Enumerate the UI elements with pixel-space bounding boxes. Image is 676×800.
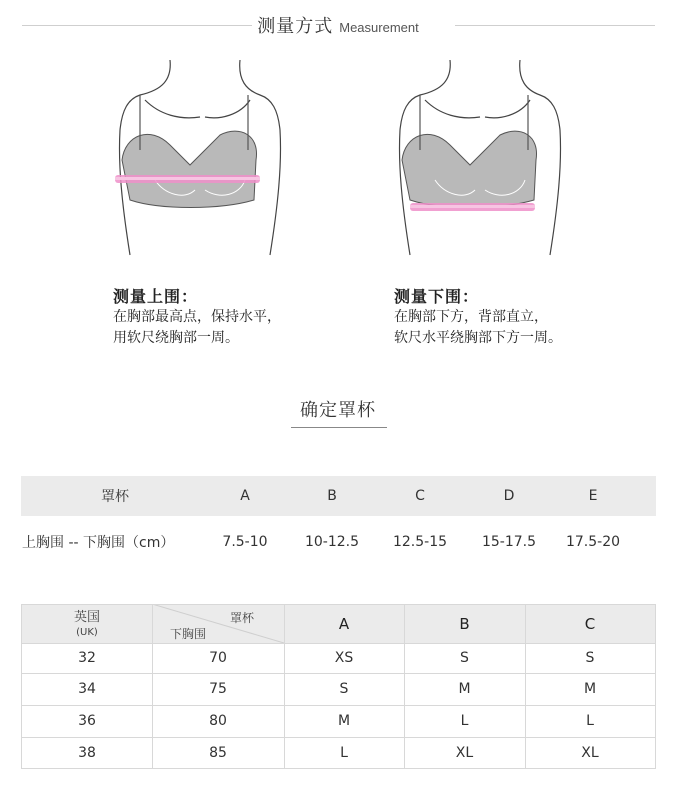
- title-cn: 测量方式: [257, 16, 334, 37]
- title-en: Measurement: [339, 20, 419, 35]
- cup-header-d: D: [503, 488, 515, 504]
- size-header-diag-bottom: 下胸围: [170, 627, 207, 641]
- size-cell-under: 80: [209, 713, 227, 729]
- cup-header-label: 罩杯: [101, 489, 129, 505]
- size-cell-a: XS: [334, 650, 354, 666]
- size-header-uk-en: (UK): [76, 627, 98, 638]
- size-vline-5: [655, 604, 656, 768]
- upper-bust-line1: 在胸部最高点，保持水平，: [113, 309, 281, 325]
- upper-bust-line2: 用软尺绕胸部一周。: [113, 330, 239, 346]
- size-cell-uk: 36: [78, 713, 96, 729]
- upper-bust-caption: [113, 286, 281, 349]
- size-cell-c: S: [585, 650, 595, 666]
- size-row-line-5: [21, 768, 656, 769]
- size-cell-a: M: [337, 713, 351, 729]
- size-header-a: A: [338, 614, 350, 633]
- cup-section-underline: [291, 427, 387, 428]
- size-cell-uk: 38: [78, 744, 96, 761]
- size-cell-c: M: [583, 681, 597, 697]
- upper-bust-title: 测量上围：: [113, 287, 199, 306]
- cup-value-a: 7.5-10: [222, 534, 268, 550]
- size-cell-a: S: [339, 681, 349, 697]
- size-cell-b: L: [460, 713, 469, 729]
- cup-row-label: 上胸围 -- 下胸围（cm）: [22, 535, 175, 551]
- cup-header-e: E: [588, 488, 598, 504]
- cup-section-title: 确定罩杯: [300, 400, 376, 421]
- under-bust-caption: [394, 286, 562, 349]
- under-bust-line2: 软尺水平绕胸部下方一周。: [394, 330, 562, 346]
- size-header-uk-cn: 英国: [73, 610, 100, 625]
- size-cell-under: 70: [209, 650, 227, 666]
- upper-bust-illustration: [100, 55, 300, 265]
- size-cell-b: S: [460, 650, 469, 666]
- size-cell-uk: 32: [78, 650, 96, 666]
- cup-header-b: B: [327, 488, 337, 504]
- page-title: [0, 12, 676, 38]
- cup-header-a: A: [240, 488, 250, 504]
- cup-header-c: C: [415, 488, 425, 504]
- cup-value-b: 10-12.5: [304, 534, 360, 550]
- size-cell-under: 75: [209, 681, 227, 697]
- size-cell-under: 85: [209, 744, 227, 761]
- cup-value-e: 17.5-20: [565, 534, 621, 550]
- under-bust-line1: 在胸部下方，背部直立，: [394, 309, 548, 325]
- size-cell-c: L: [586, 713, 594, 729]
- size-header-uk: [22, 610, 152, 640]
- under-bust-illustration: [380, 55, 580, 265]
- size-cell-a: L: [340, 744, 348, 761]
- size-cell-b: XL: [455, 744, 474, 761]
- size-cell-uk: 34: [78, 681, 96, 697]
- size-header-diag-top: 罩杯: [230, 611, 255, 625]
- cup-value-c: 12.5-15: [392, 534, 448, 550]
- size-header-b: B: [459, 614, 470, 633]
- size-cell-c: XL: [581, 744, 599, 761]
- cup-value-d: 15-17.5: [481, 534, 537, 550]
- under-bust-title: 测量下围：: [394, 287, 480, 306]
- size-header-c: C: [584, 614, 596, 633]
- size-cell-b: M: [458, 681, 471, 697]
